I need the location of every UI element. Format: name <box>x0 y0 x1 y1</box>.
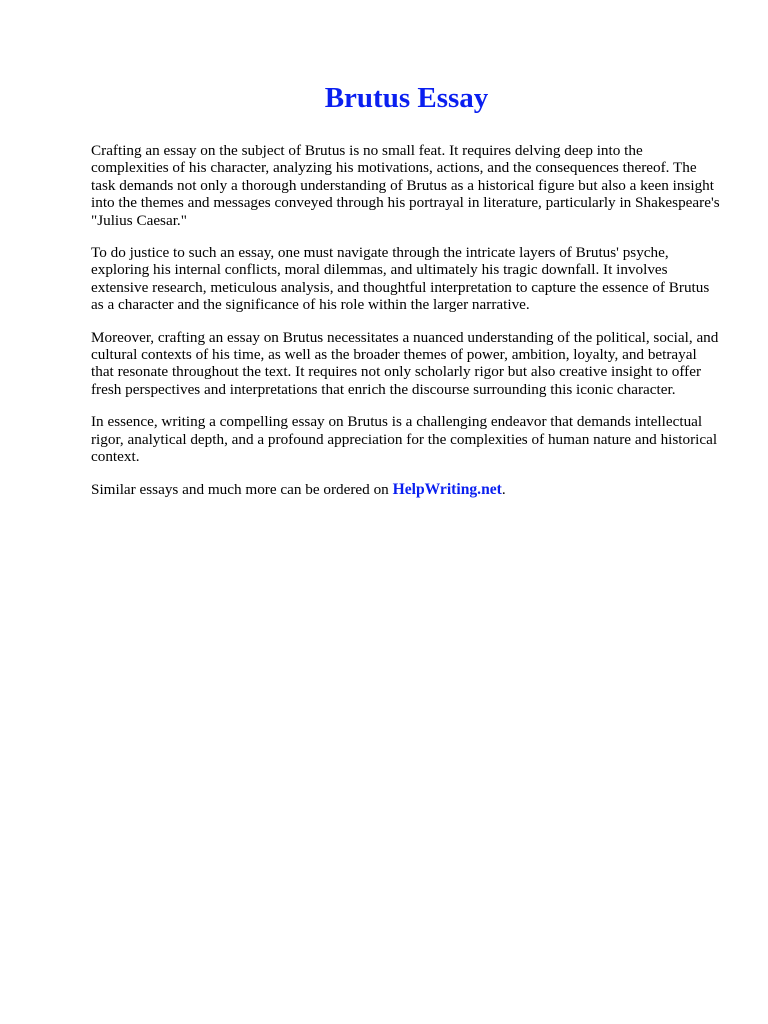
paragraph-3: Moreover, crafting an essay on Brutus necessitates a nuanced understanding of the political, social, and cultural contexts of his time, as well as the broader themes of power, ambition, loyalty, and betrayal that resonate throughout the text. It requires not only scholarly rigor but also creative insight to offer fresh perspectives and interpretations that enrich the discourse surrounding this iconic character. <box>91 328 719 398</box>
closing-suffix: . <box>501 480 506 498</box>
paragraph-1: Crafting an essay on the subject of Brutus is no small feat. It requires delving deep into the complexities of his character, analyzing his motivations, actions, and the consequences thereof. The task demands not only a thorough understanding of Brutus as a historical figure but also a keen insight into the themes and messages conveyed through his portrayal in literature, particularly in Shakespeare's "Julius Caesar." <box>91 142 720 229</box>
closing-line <box>91 481 722 498</box>
paragraph-2: To do justice to such an essay, one must navigate through the intricate layers of Brutus' psyche, exploring his internal conflicts, moral dilemmas, and ultimately his tragic downfall. It involves extensive research, meticulous analysis, and thoughtful interpretation to capture the essence of Brutus as a character and the significance of his role within the larger narrative. <box>91 244 710 314</box>
document-body <box>91 142 722 498</box>
helpwriting-link[interactable]: HelpWriting.net <box>392 480 502 498</box>
closing-prefix: Similar essays and much more can be ordered on <box>91 480 393 498</box>
document-title: Brutus Essay <box>324 82 489 114</box>
paragraph-4: In essence, writing a compelling essay on Brutus is a challenging endeavor that demands intellectual rigor, analytical depth, and a profound appreciation for the complexities of human nature and historical context. <box>91 413 718 466</box>
